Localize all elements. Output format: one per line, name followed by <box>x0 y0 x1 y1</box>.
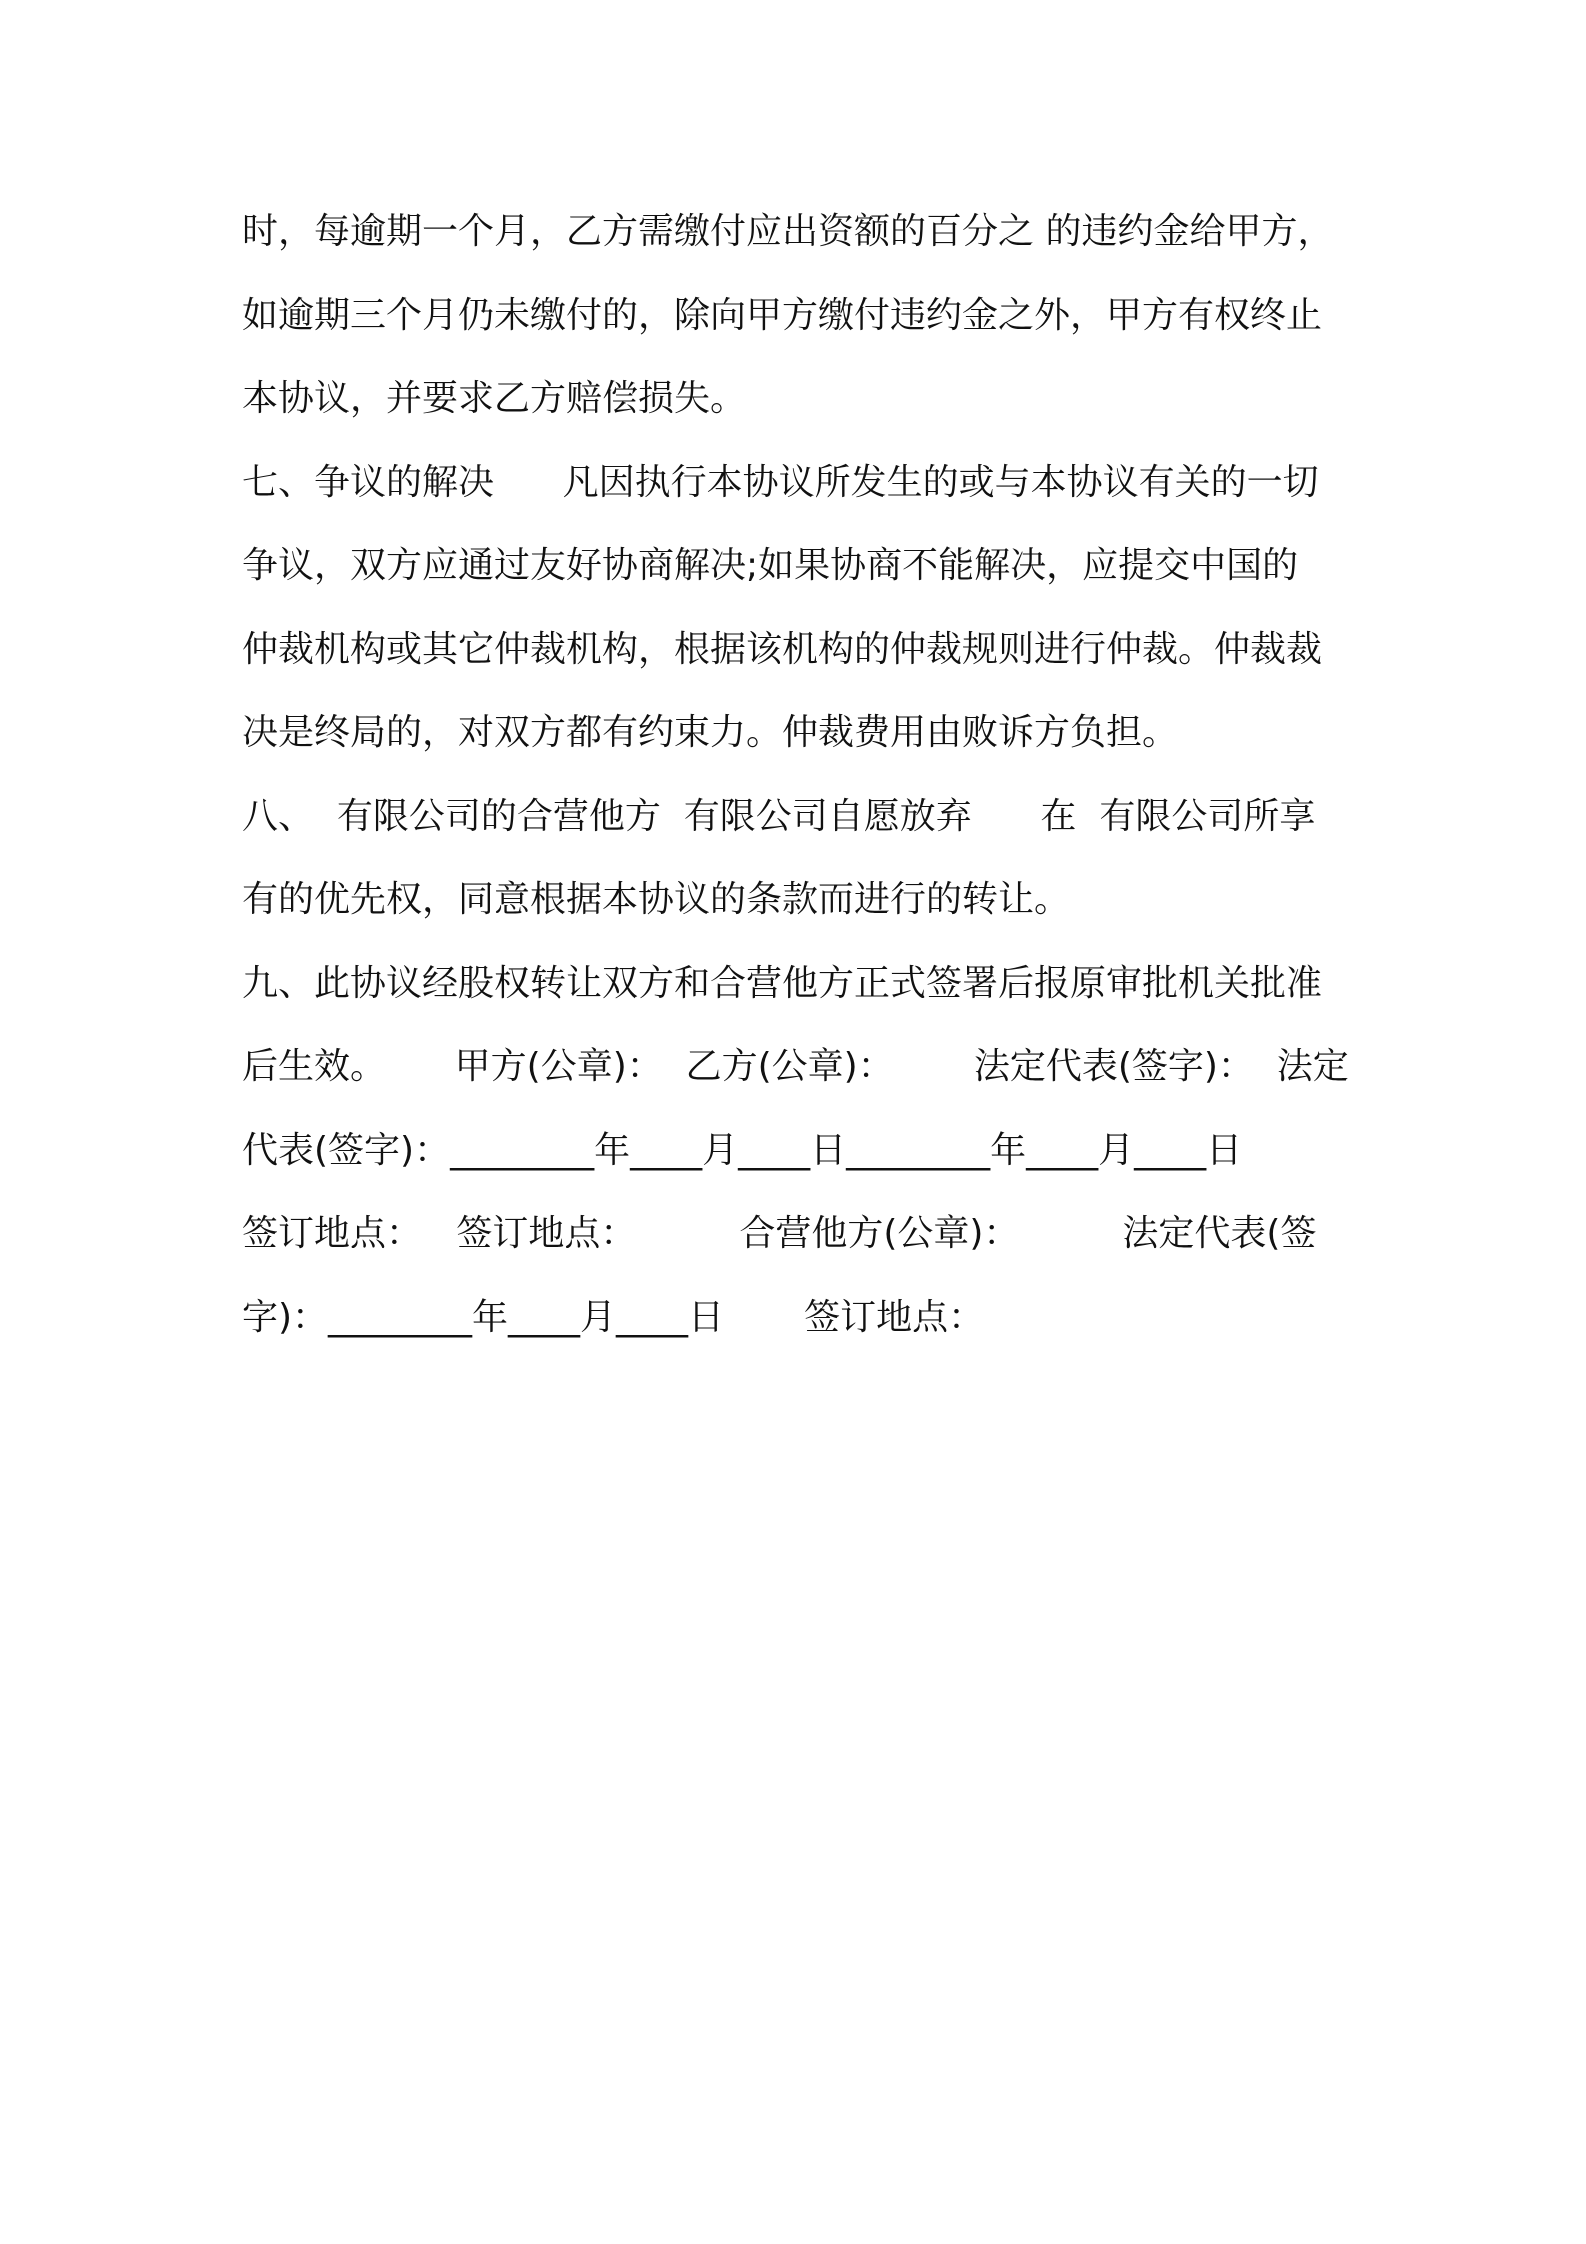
text-line: 本协议，并要求乙方赔偿损失。 <box>242 378 747 419</box>
text-line: 时，每逾期一个月，乙方需缴付应出资额的百分之 的违约金给甲方， <box>242 211 1334 252</box>
text-line: 有的优先权，同意根据本协议的条款而进行的转让。 <box>242 879 1071 920</box>
signature-date-line: 代表(签字)：________年____月____日________年____月____日 <box>242 1129 1243 1171</box>
text-line: 如逾期三个月仍未缴付的，除向甲方缴付违约金之外，甲方有权终止 <box>242 294 1323 336</box>
signature-location-line: 签订地点： 签订地点： 合营他方(公章)： 法定代表(签 <box>242 1213 1317 1254</box>
document-body <box>242 190 1362 1359</box>
text-line: 仲裁机构或其它仲裁机构，根据该机构的仲裁规则进行仲裁。仲裁裁 <box>242 628 1323 670</box>
signature-line: 后生效。 甲方(公章)： 乙方(公章)： 法定代表(签字)： 法定 <box>242 1046 1349 1087</box>
section-7-heading-line: 七、争议的解决 凡因执行本协议所发生的或与本协议有关的一切 <box>242 461 1319 503</box>
signature-date-line: 字)：________年____月____日 签订地点： <box>242 1296 985 1338</box>
text-line: 决是终局的，对双方都有约束力。仲裁费用由败诉方负担。 <box>242 712 1179 753</box>
text-line: 争议，双方应通过友好协商解决;如果协商不能解决，应提交中国的 <box>242 545 1299 586</box>
section-8-heading-line: 八、 有限公司的合营他方 有限公司自愿放弃 在 有限公司所享 <box>242 795 1316 837</box>
section-9-heading-line: 九、此协议经股权转让双方和合营他方正式签署后报原审批机关批准 <box>242 962 1323 1004</box>
